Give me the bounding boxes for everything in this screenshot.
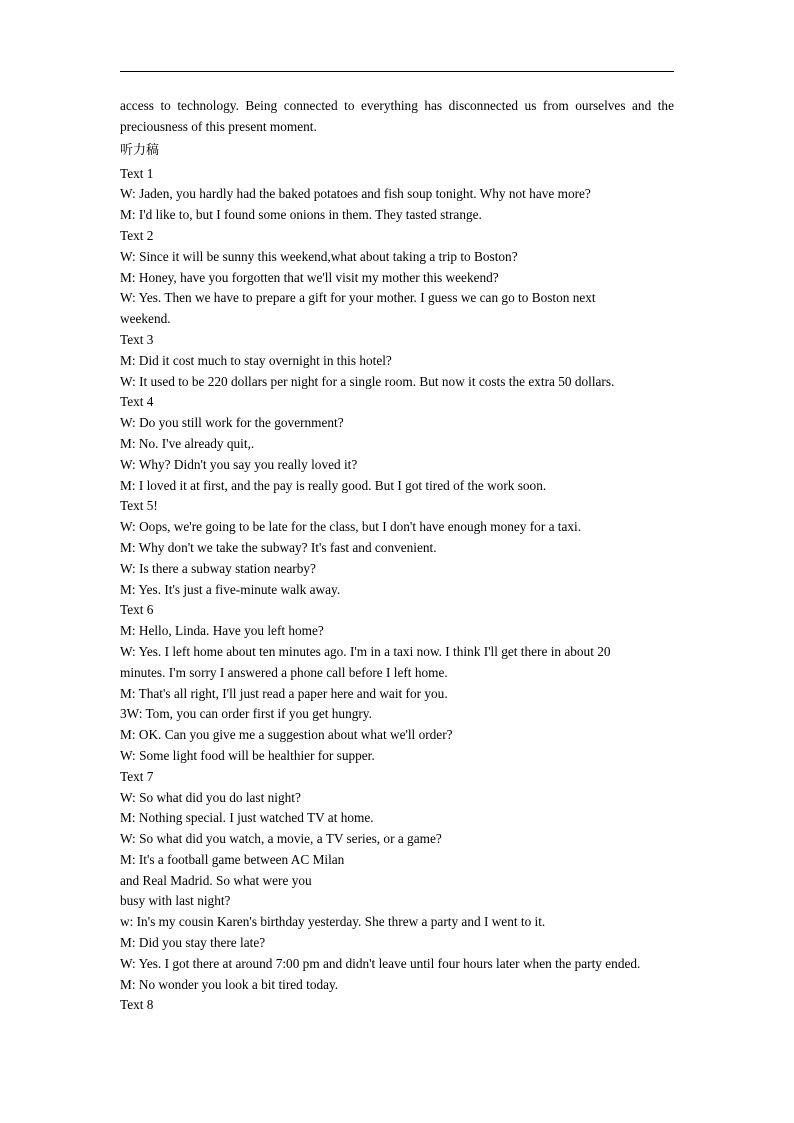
transcript-line: minutes. I'm sorry I answered a phone call before I left home.: [120, 664, 448, 680]
transcript-line: W: So what did you do last night?: [120, 789, 301, 805]
transcript-line: Text 5!: [120, 498, 158, 514]
transcript-line: W: Jaden, you hardly had the baked potatoes and fish soup tonight. Why not have more?: [120, 186, 591, 202]
transcript-line: W: Oops, we're going to be late for the class, but I don't have enough money for a taxi.: [120, 519, 582, 535]
transcript-line: M: Did it cost much to stay overnight in this hotel?: [120, 352, 392, 368]
transcript-line: Text 6: [120, 602, 154, 618]
transcript-line: M: Hello, Linda. Have you left home?: [120, 623, 324, 639]
transcript-line: Text 4: [120, 394, 154, 410]
transcript-line: and Real Madrid. So what were you: [120, 872, 312, 888]
transcript-line: W: Is there a subway station nearby?: [120, 560, 316, 576]
transcript-line: M: Did you stay there late?: [120, 935, 266, 951]
transcript-line: M: No. I've already quit,.: [120, 435, 255, 451]
transcript-line: weekend.: [120, 311, 171, 327]
transcript-line: W: Yes. I left home about ten minutes ago. I'm in a taxi now. I think I'll get there in about 20: [120, 643, 611, 659]
transcript-line: W: Yes. Then we have to prepare a gift for your mother. I guess we can go to Boston next: [120, 290, 596, 306]
intro-paragraph: access to technology. Being connected to everything has disconnected us from ourselves and the preciousness of this present moment.: [120, 98, 674, 134]
transcript-line: 3W: Tom, you can order first if you get hungry.: [120, 706, 372, 722]
transcript-line: M: I'd like to, but I found some onions in them. They tasted strange.: [120, 207, 482, 223]
transcript-line: W: Do you still work for the government?: [120, 415, 344, 431]
transcript-line: M: I loved it at first, and the pay is really good. But I got tired of the work soon.: [120, 477, 547, 493]
section-title: 听力稿: [120, 142, 160, 158]
transcript-line: M: No wonder you look a bit tired today.: [120, 976, 339, 992]
transcript-line: w: In's my cousin Karen's birthday yesterday. She threw a party and I went to it.: [120, 914, 546, 930]
transcript-line: Text 1: [120, 165, 154, 181]
transcript-line: Text 7: [120, 768, 154, 784]
transcript-line: M: It's a football game between AC Milan: [120, 851, 345, 867]
transcript-line: M: Nothing special. I just watched TV at home.: [120, 810, 374, 826]
transcript-line: W: Some light food will be healthier for supper.: [120, 747, 375, 763]
transcript-line: M: That's all right, I'll just read a paper here and wait for you.: [120, 685, 448, 701]
transcript-line: W: So what did you watch, a movie, a TV series, or a game?: [120, 831, 442, 847]
transcript-line: W: Yes. I got there at around 7:00 pm and didn't leave until four hours later when the party ended.: [120, 955, 641, 971]
transcript-line: Text 3: [120, 331, 154, 347]
header-rule: [120, 71, 674, 72]
transcript-line: Text 2: [120, 227, 154, 243]
document-body: [120, 96, 674, 1016]
transcript: [120, 164, 674, 1017]
transcript-line: busy with last night?: [120, 893, 231, 909]
transcript-line: M: Why don't we take the subway? It's fast and convenient.: [120, 539, 437, 555]
transcript-line: M: OK. Can you give me a suggestion about what we'll order?: [120, 727, 453, 743]
transcript-line: M: Honey, have you forgotten that we'll visit my mother this weekend?: [120, 269, 499, 285]
transcript-line: M: Yes. It's just a five-minute walk away.: [120, 581, 341, 597]
transcript-line: Text 8: [120, 997, 154, 1013]
transcript-line: W: Why? Didn't you say you really loved it?: [120, 456, 358, 472]
transcript-line: W: It used to be 220 dollars per night for a single room. But now it costs the extra 50 dollars.: [120, 373, 615, 389]
transcript-line: W: Since it will be sunny this weekend,what about taking a trip to Boston?: [120, 248, 518, 264]
